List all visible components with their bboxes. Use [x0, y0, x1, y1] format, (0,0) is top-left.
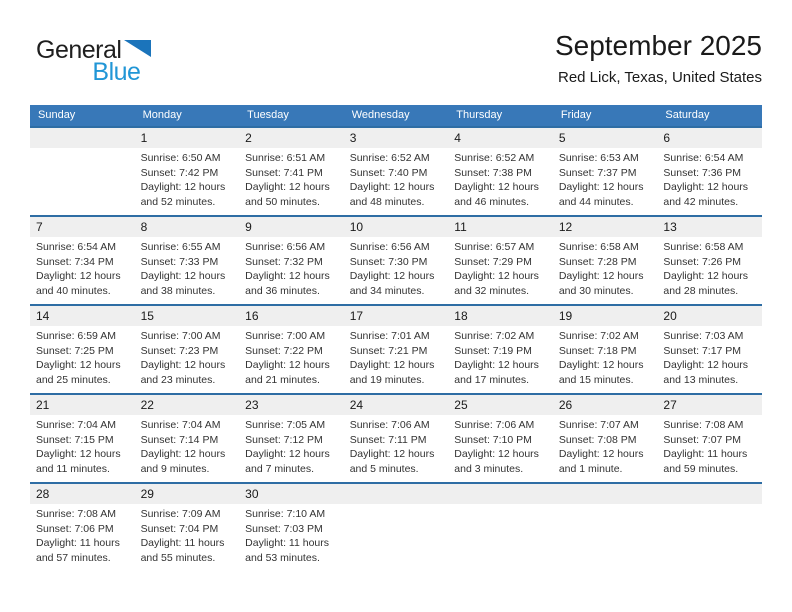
calendar-day-cell [657, 128, 762, 215]
daylight-text: Daylight: 12 hours and 15 minutes. [558, 359, 644, 386]
day-details [30, 237, 135, 304]
daylight-text: Daylight: 11 hours and 53 minutes. [245, 537, 329, 564]
calendar-day-cell [657, 395, 762, 482]
day-number-band [135, 395, 240, 415]
daylight-text: Daylight: 12 hours and 28 minutes. [663, 270, 749, 297]
sunrise-text: Sunrise: 7:09 AM [140, 508, 221, 520]
day-number: 5 [558, 131, 566, 145]
day-number-band [30, 217, 135, 237]
day-number-band [448, 306, 553, 326]
day-details [448, 504, 553, 569]
day-details [239, 237, 344, 304]
day-header-row [30, 105, 762, 126]
sunset-text: Sunset: 7:33 PM [140, 255, 219, 268]
day-number-band [30, 306, 135, 326]
sunrise-text: Sunrise: 6:52 AM [349, 152, 430, 164]
calendar-day-cell [30, 484, 135, 571]
day-number-band [30, 128, 135, 148]
day-details [135, 326, 240, 393]
sunrise-text: Sunrise: 6:52 AM [454, 152, 535, 164]
day-number-band [344, 484, 449, 504]
sunrise-text: Sunrise: 7:04 AM [36, 419, 116, 431]
calendar-day-cell [657, 306, 762, 393]
sunset-text: Sunset: 7:26 PM [663, 255, 742, 268]
sunset-text: Sunset: 7:03 PM [245, 522, 323, 535]
sunrise-text: Sunrise: 6:54 AM [36, 241, 116, 253]
sunrise-text: Sunrise: 6:56 AM [349, 241, 430, 253]
day-number: 9 [245, 220, 252, 234]
day-number: 30 [245, 487, 259, 501]
daylight-text: Daylight: 12 hours and 44 minutes. [558, 181, 644, 208]
sunset-text: Sunset: 7:21 PM [349, 344, 428, 357]
day-number: 17 [349, 309, 364, 323]
day-number: 1 [140, 131, 148, 145]
calendar-empty-cell [553, 484, 658, 571]
sunset-text: Sunset: 7:29 PM [454, 255, 532, 268]
day-details [553, 326, 658, 393]
day-details [239, 148, 344, 215]
sunset-text: Sunset: 7:18 PM [558, 344, 637, 357]
calendar-week-row [30, 304, 762, 393]
daylight-text: Daylight: 12 hours and 36 minutes. [245, 270, 330, 297]
calendar-day-cell [30, 306, 135, 393]
day-number: 12 [558, 220, 573, 234]
sunrise-text: Sunrise: 7:08 AM [663, 419, 744, 431]
day-number-band [135, 306, 240, 326]
day-number: 19 [558, 309, 573, 323]
sunset-text: Sunset: 7:17 PM [663, 344, 742, 357]
day-header-thursday: Thursday [456, 109, 503, 121]
day-number-band [344, 217, 449, 237]
day-number-band [657, 395, 762, 415]
sunset-text: Sunset: 7:41 PM [245, 166, 323, 179]
calendar-empty-cell [344, 484, 449, 571]
sunset-text: Sunset: 7:34 PM [36, 255, 114, 268]
daylight-text: Daylight: 12 hours and 42 minutes. [663, 181, 749, 208]
day-number-band [553, 306, 658, 326]
day-header-tuesday: Tuesday [247, 109, 289, 121]
calendar-empty-cell [30, 128, 135, 215]
sunset-text: Sunset: 7:14 PM [140, 433, 219, 446]
day-header-monday: Monday [142, 109, 182, 121]
day-details [657, 148, 762, 215]
calendar-day-cell [657, 217, 762, 304]
day-number: 15 [140, 309, 154, 323]
day-details [553, 415, 658, 482]
calendar-day-cell [135, 306, 240, 393]
day-details [239, 415, 344, 482]
day-number-band [553, 217, 658, 237]
day-number-band [239, 306, 344, 326]
sunrise-text: Sunrise: 7:10 AM [245, 508, 326, 520]
calendar-grid [30, 126, 762, 571]
sunrise-text: Sunrise: 7:00 AM [140, 330, 221, 342]
day-number: 7 [36, 220, 43, 234]
day-number: 8 [140, 220, 148, 234]
daylight-text: Daylight: 12 hours and 48 minutes. [349, 181, 435, 208]
day-details [30, 148, 135, 213]
day-number: 29 [140, 487, 154, 501]
day-number: 21 [36, 398, 50, 412]
day-details [657, 415, 762, 482]
day-details [657, 504, 762, 569]
sunset-text: Sunset: 7:42 PM [140, 166, 219, 179]
calendar-day-cell [344, 217, 449, 304]
sunset-text: Sunset: 7:22 PM [245, 344, 323, 357]
day-number-band [657, 217, 762, 237]
day-number: 13 [663, 220, 677, 234]
day-number-band [135, 128, 240, 148]
calendar-day-cell [135, 484, 240, 571]
calendar-day-cell [344, 395, 449, 482]
general-blue-logo [36, 36, 151, 86]
day-number-band [553, 395, 658, 415]
calendar-day-cell [344, 128, 449, 215]
day-header-saturday: Saturday [665, 109, 710, 121]
sunrise-text: Sunrise: 7:02 AM [558, 330, 639, 342]
logo-text-general: General [36, 36, 122, 64]
day-number: 28 [36, 487, 50, 501]
day-number: 27 [663, 398, 677, 412]
calendar-day-cell [553, 395, 658, 482]
daylight-text: Daylight: 12 hours and 3 minutes. [454, 448, 539, 475]
day-number-band [448, 484, 553, 504]
sunrise-text: Sunrise: 6:57 AM [454, 241, 535, 253]
day-number: 10 [349, 220, 364, 234]
daylight-text: Daylight: 12 hours and 52 minutes. [140, 181, 226, 208]
day-number-band [553, 128, 658, 148]
day-number: 16 [245, 309, 259, 323]
sunset-text: Sunset: 7:07 PM [663, 433, 742, 446]
page-title: September 2025 [554, 30, 762, 61]
day-details [553, 237, 658, 304]
day-details [344, 148, 449, 215]
day-number: 23 [245, 398, 259, 412]
daylight-text: Daylight: 11 hours and 57 minutes. [36, 537, 120, 564]
day-number-band [30, 484, 135, 504]
day-details [135, 148, 240, 215]
day-number-band [448, 217, 553, 237]
day-number: 3 [349, 131, 357, 145]
day-details [344, 326, 449, 393]
sunset-text: Sunset: 7:04 PM [140, 522, 219, 535]
calendar-day-cell [30, 395, 135, 482]
daylight-text: Daylight: 12 hours and 11 minutes. [36, 448, 121, 475]
day-number: 22 [140, 398, 154, 412]
sunrise-text: Sunrise: 7:06 AM [454, 419, 535, 431]
day-number-band [553, 484, 658, 504]
calendar-day-cell [135, 395, 240, 482]
sunrise-text: Sunrise: 6:59 AM [36, 330, 116, 342]
day-header-wednesday: Wednesday [351, 109, 410, 121]
daylight-text: Daylight: 12 hours and 1 minute. [558, 448, 644, 475]
day-number-band [657, 306, 762, 326]
daylight-text: Daylight: 12 hours and 46 minutes. [454, 181, 539, 208]
daylight-text: Daylight: 12 hours and 25 minutes. [36, 359, 121, 386]
logo-text-blue: Blue [92, 58, 141, 86]
sunrise-text: Sunrise: 6:51 AM [245, 152, 326, 164]
sunrise-text: Sunrise: 7:06 AM [349, 419, 430, 431]
calendar-day-cell [239, 484, 344, 571]
sunset-text: Sunset: 7:11 PM [349, 433, 427, 446]
sunset-text: Sunset: 7:36 PM [663, 166, 742, 179]
day-details [30, 504, 135, 571]
sunrise-text: Sunrise: 6:50 AM [140, 152, 221, 164]
day-number-band [239, 128, 344, 148]
sunrise-text: Sunrise: 7:02 AM [454, 330, 535, 342]
sunset-text: Sunset: 7:38 PM [454, 166, 532, 179]
sunrise-text: Sunrise: 6:54 AM [663, 152, 744, 164]
calendar-day-cell [135, 128, 240, 215]
day-details [553, 148, 658, 215]
day-header-friday: Friday [560, 109, 592, 121]
sunset-text: Sunset: 7:23 PM [140, 344, 219, 357]
calendar [30, 105, 762, 571]
day-details [344, 504, 449, 569]
daylight-text: Daylight: 12 hours and 13 minutes. [663, 359, 749, 386]
title-block [555, 30, 762, 86]
day-details [30, 326, 135, 393]
daylight-text: Daylight: 12 hours and 9 minutes. [140, 448, 226, 475]
calendar-day-cell [344, 306, 449, 393]
day-number: 24 [349, 398, 364, 412]
sunrise-text: Sunrise: 7:05 AM [245, 419, 326, 431]
day-number-band [344, 395, 449, 415]
sunset-text: Sunset: 7:25 PM [36, 344, 114, 357]
calendar-day-cell [30, 217, 135, 304]
calendar-week-row [30, 126, 762, 215]
sunset-text: Sunset: 7:30 PM [349, 255, 428, 268]
day-details [553, 504, 658, 569]
daylight-text: Daylight: 12 hours and 23 minutes. [140, 359, 226, 386]
day-details [448, 148, 553, 215]
sunrise-text: Sunrise: 6:58 AM [558, 241, 639, 253]
sunrise-text: Sunrise: 6:55 AM [140, 241, 221, 253]
sunrise-text: Sunrise: 7:04 AM [140, 419, 221, 431]
day-details [239, 504, 344, 571]
day-number: 18 [454, 309, 468, 323]
day-number-band [448, 395, 553, 415]
page-subtitle: Red Lick, Texas, United States [558, 69, 762, 87]
daylight-text: Daylight: 11 hours and 59 minutes. [663, 448, 748, 475]
sunrise-text: Sunrise: 6:56 AM [245, 241, 326, 253]
daylight-text: Daylight: 12 hours and 38 minutes. [140, 270, 226, 297]
day-number-band [135, 217, 240, 237]
day-number: 11 [454, 220, 467, 234]
day-header-sunday: Sunday [38, 109, 76, 121]
day-number-band [239, 217, 344, 237]
day-details [30, 415, 135, 482]
calendar-empty-cell [448, 484, 553, 571]
day-number: 25 [454, 398, 468, 412]
day-number-band [657, 128, 762, 148]
day-details [344, 237, 449, 304]
day-number: 4 [454, 131, 461, 145]
daylight-text: Daylight: 12 hours and 50 minutes. [245, 181, 330, 208]
sunset-text: Sunset: 7:37 PM [558, 166, 637, 179]
daylight-text: Daylight: 12 hours and 5 minutes. [349, 448, 435, 475]
day-number-band [239, 395, 344, 415]
calendar-day-cell [239, 395, 344, 482]
sunset-text: Sunset: 7:40 PM [349, 166, 428, 179]
daylight-text: Daylight: 12 hours and 19 minutes. [349, 359, 435, 386]
sunrise-text: Sunrise: 7:00 AM [245, 330, 326, 342]
day-details [344, 415, 449, 482]
day-number: 6 [663, 131, 671, 145]
day-details [448, 237, 553, 304]
sunrise-text: Sunrise: 7:08 AM [36, 508, 116, 520]
calendar-day-cell [135, 217, 240, 304]
day-details [135, 237, 240, 304]
day-number: 2 [245, 131, 252, 145]
sunset-text: Sunset: 7:08 PM [558, 433, 637, 446]
calendar-day-cell [239, 128, 344, 215]
day-number-band [135, 484, 240, 504]
sunrise-text: Sunrise: 7:07 AM [558, 419, 639, 431]
day-details [448, 415, 553, 482]
calendar-day-cell [553, 217, 658, 304]
sunrise-text: Sunrise: 7:01 AM [349, 330, 430, 342]
calendar-week-row [30, 482, 762, 571]
day-details [448, 326, 553, 393]
calendar-week-row [30, 393, 762, 482]
day-details [135, 504, 240, 571]
sunset-text: Sunset: 7:15 PM [36, 433, 114, 446]
calendar-day-cell [448, 395, 553, 482]
sunset-text: Sunset: 7:10 PM [454, 433, 532, 446]
sunset-text: Sunset: 7:19 PM [454, 344, 532, 357]
logo-triangle-icon [124, 40, 151, 57]
calendar-day-cell [239, 217, 344, 304]
day-number: 14 [36, 309, 50, 323]
sunset-text: Sunset: 7:32 PM [245, 255, 323, 268]
daylight-text: Daylight: 12 hours and 30 minutes. [558, 270, 644, 297]
sunset-text: Sunset: 7:12 PM [245, 433, 323, 446]
day-number: 26 [558, 398, 573, 412]
sunrise-text: Sunrise: 6:53 AM [558, 152, 639, 164]
daylight-text: Daylight: 12 hours and 32 minutes. [454, 270, 539, 297]
daylight-text: Daylight: 12 hours and 17 minutes. [454, 359, 539, 386]
day-number-band [344, 128, 449, 148]
sunrise-text: Sunrise: 6:58 AM [663, 241, 744, 253]
daylight-text: Daylight: 12 hours and 21 minutes. [245, 359, 330, 386]
day-details [657, 326, 762, 393]
daylight-text: Daylight: 12 hours and 7 minutes. [245, 448, 330, 475]
calendar-day-cell [448, 217, 553, 304]
daylight-text: Daylight: 11 hours and 55 minutes. [140, 537, 225, 564]
daylight-text: Daylight: 12 hours and 40 minutes. [36, 270, 121, 297]
sunset-text: Sunset: 7:28 PM [558, 255, 637, 268]
daylight-text: Daylight: 12 hours and 34 minutes. [349, 270, 435, 297]
calendar-day-cell [448, 128, 553, 215]
calendar-day-cell [553, 306, 658, 393]
day-number-band [30, 395, 135, 415]
sunset-text: Sunset: 7:06 PM [36, 522, 114, 535]
day-details [239, 326, 344, 393]
calendar-empty-cell [657, 484, 762, 571]
calendar-day-cell [239, 306, 344, 393]
day-number-band [239, 484, 344, 504]
day-number-band [344, 306, 449, 326]
day-details [135, 415, 240, 482]
calendar-week-row [30, 215, 762, 304]
calendar-day-cell [448, 306, 553, 393]
day-number-band [448, 128, 553, 148]
day-number: 20 [663, 309, 677, 323]
day-details [657, 237, 762, 304]
calendar-day-cell [553, 128, 658, 215]
day-number-band [657, 484, 762, 504]
sunrise-text: Sunrise: 7:03 AM [663, 330, 744, 342]
